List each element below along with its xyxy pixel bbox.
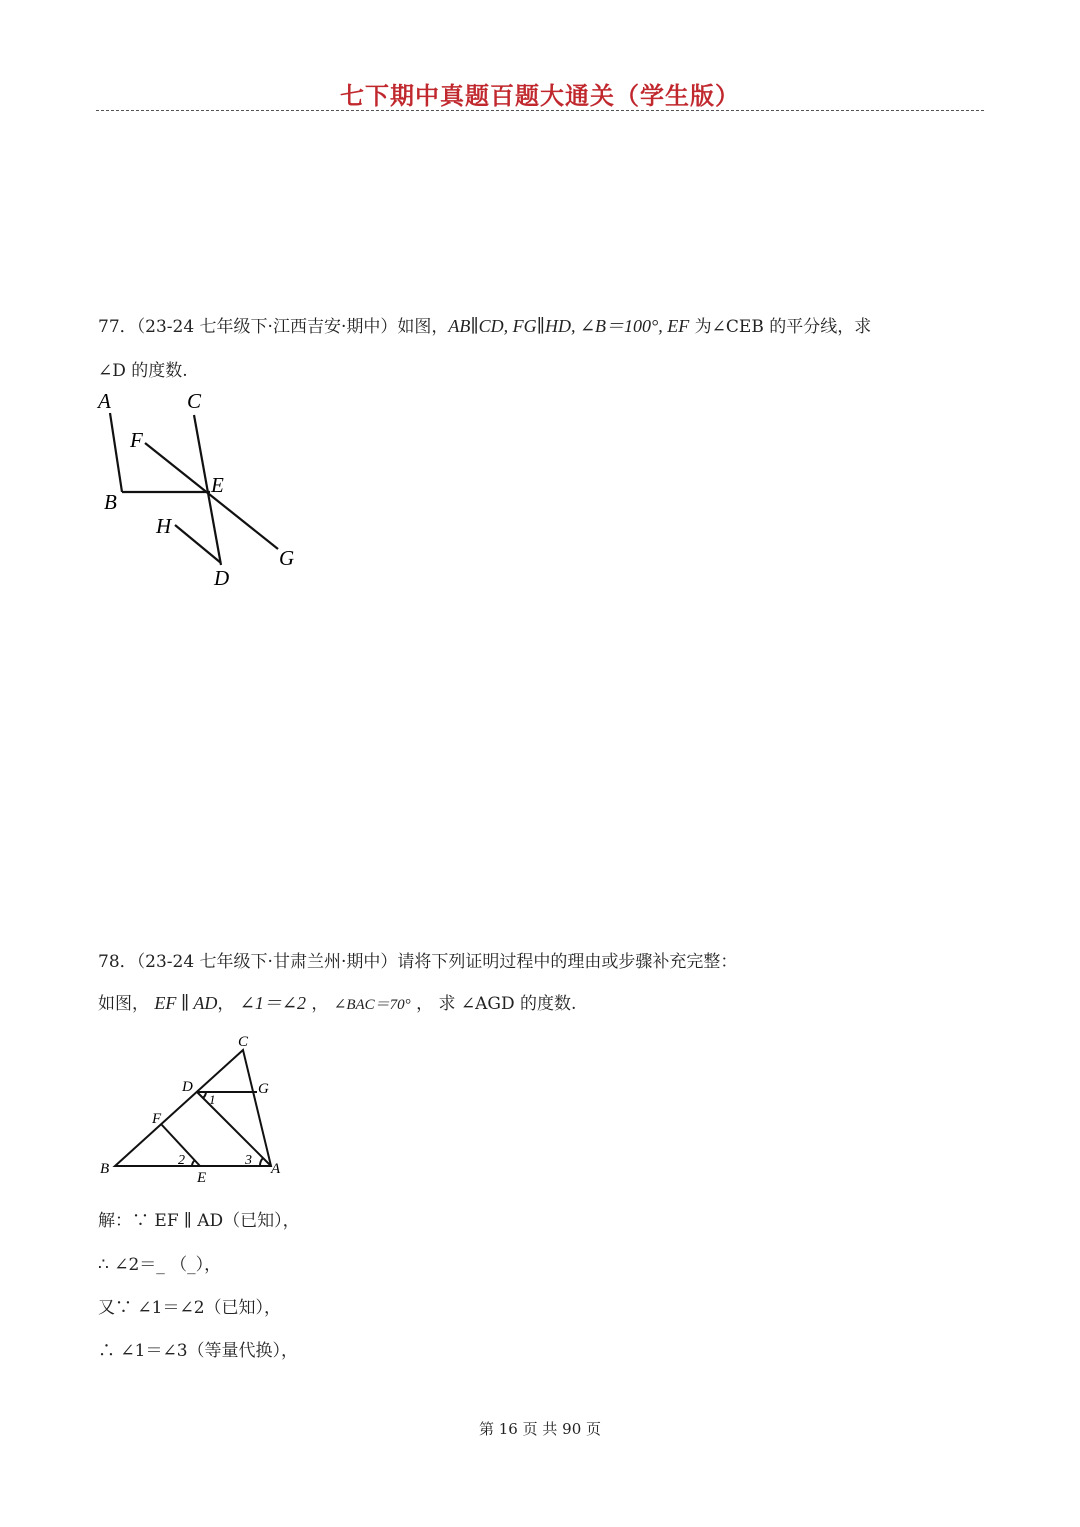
q77-label-D: D <box>214 566 230 590</box>
q77-condition: AB∥CD, FG∥HD, ∠B＝100°, EF <box>448 316 690 336</box>
q77-segment-AB <box>110 413 122 492</box>
q78-label-G: G <box>258 1081 269 1097</box>
q78-given-2: ∠1＝∠2 <box>239 993 306 1013</box>
q78-step-4: ∴ ∠1＝∠3（等量代换）， <box>98 1341 299 1361</box>
footer-page-label: 第 <box>478 1420 494 1438</box>
q78-label-A: A <box>271 1161 281 1177</box>
q78-given-ask: 求 ∠AGD 的度数. <box>438 994 577 1014</box>
question-78-line-2: 如图， EF ∥ AD， ∠1＝∠2 ， ∠BAC＝70° ， 求 ∠AGD 的度数. <box>98 993 577 1014</box>
footer-page-end: 页 <box>586 1420 602 1438</box>
footer-total-pages: 90 <box>562 1420 582 1438</box>
q78-label-D: D <box>182 1079 193 1095</box>
question-78-line-1 <box>98 947 737 972</box>
q77-label-E: E <box>211 473 224 497</box>
q77-label-A: A <box>98 389 111 413</box>
q77-source: 77．（23-24 七年级下·江西吉安·期中）如图， <box>98 317 449 337</box>
q78-angle-3-label: 3 <box>245 1153 252 1168</box>
header-divider <box>96 110 984 111</box>
footer-page-number: 16 <box>498 1420 518 1438</box>
q78-step-2: ∴ ∠2＝_ （_）， <box>98 1255 222 1275</box>
q77-label-G: G <box>279 546 295 570</box>
question-77-line-2 <box>98 356 188 381</box>
q78-figure <box>95 1030 295 1190</box>
q77-ask: ∠D 的度数. <box>98 361 188 381</box>
q78-given-3: ∠BAC＝70° <box>333 997 411 1013</box>
q78-given-1: EF ∥ AD <box>154 993 218 1013</box>
q78-step-1: 解：∵ EF ∥ AD（已知）， <box>98 1211 300 1231</box>
q78-given-prefix: 如图， <box>98 994 149 1014</box>
page-header-title: 七下期中真题百题大通关（学生版） <box>340 82 740 110</box>
page-footer <box>0 1418 1080 1439</box>
q78-triangle-ABC <box>115 1050 271 1166</box>
q78-angle-3-arc <box>260 1158 263 1166</box>
q78-label-F: F <box>152 1111 162 1127</box>
q78-source: 78．（23-24 七年级下·甘肃兰州·期中）请将下列证明过程中的理由或步骤补充完整： <box>98 952 738 972</box>
q78-step-3: 又∵ ∠1＝∠2（已知）， <box>98 1298 282 1318</box>
question-77-line-1 <box>98 312 871 338</box>
footer-page-mid: 页 共 <box>522 1420 558 1438</box>
q77-label-B: B <box>104 490 117 514</box>
q78-angle-1-label: 1 <box>209 1092 216 1107</box>
q77-label-H: H <box>156 514 172 538</box>
q78-label-E: E <box>197 1170 207 1186</box>
q77-label-F: F <box>130 428 143 452</box>
q78-angle-2-label: 2 <box>178 1153 185 1168</box>
q77-middle: 为∠CEB 的平分线，求 <box>689 317 872 337</box>
q77-figure <box>90 385 320 595</box>
q78-label-C: C <box>238 1034 249 1050</box>
q77-label-C: C <box>187 389 202 413</box>
q78-label-B: B <box>100 1161 110 1177</box>
